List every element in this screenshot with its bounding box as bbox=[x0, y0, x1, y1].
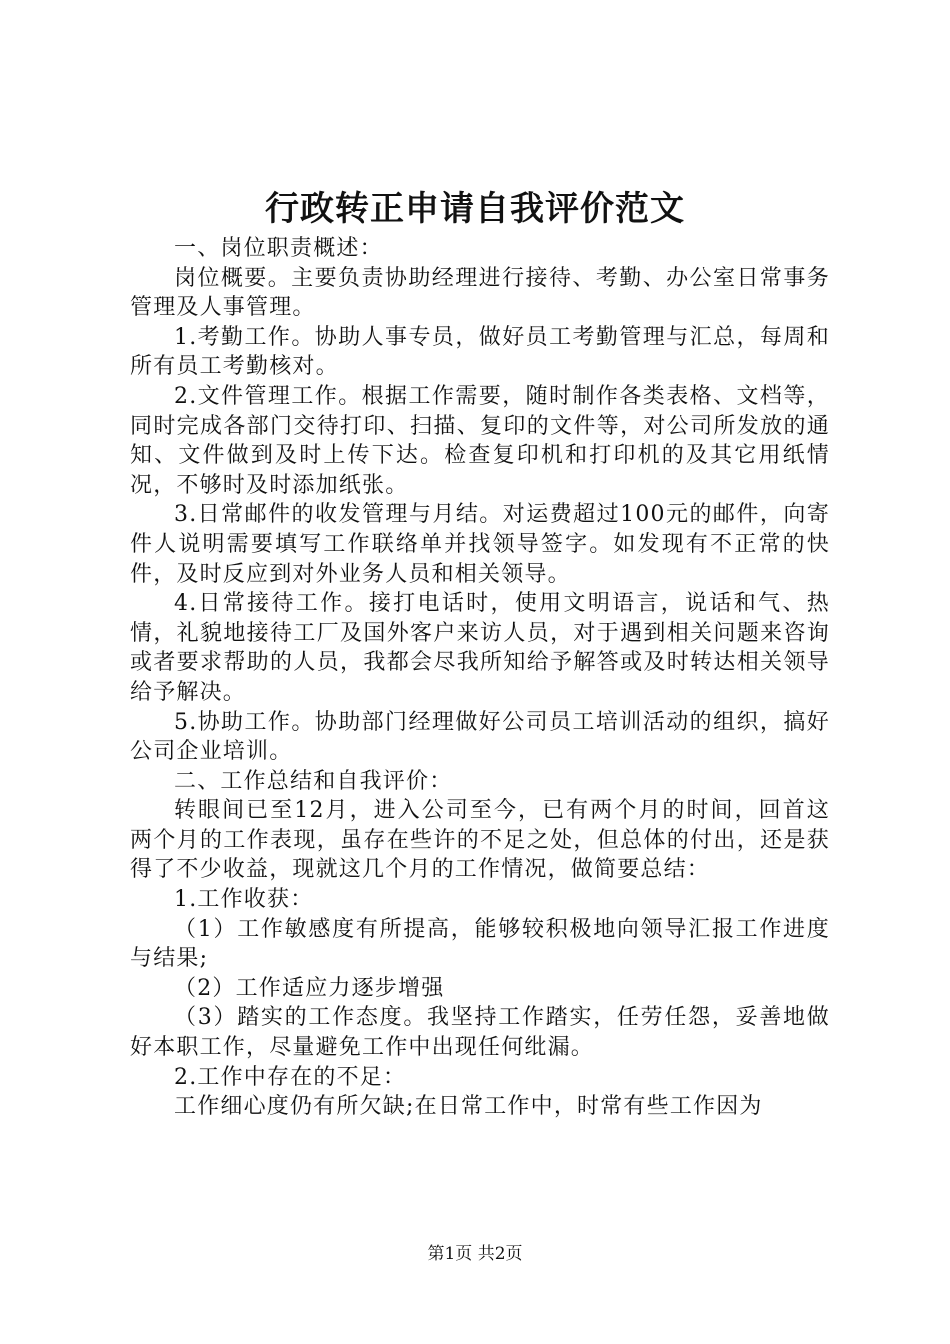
paragraph-gain-3: （3）踏实的工作态度。我坚持工作踏实，任劳任怨，妥善地做好本职工作，尽量避免工作中出现任何纰漏。 bbox=[130, 1005, 830, 1061]
paragraph-gain-2: （2）工作适应力逐步增强 bbox=[174, 975, 445, 1001]
document-body bbox=[130, 234, 830, 1122]
document-title: 行政转正申请自我评价范文 bbox=[265, 189, 685, 229]
paragraph-mail: 3.日常邮件的收发管理与月结。对运费超过100元的邮件，向寄件人说明需要填写工作联络单并找领导签字。如发现有不正常的快件，及时反应到对外业务人员和相关领导。 bbox=[130, 502, 830, 587]
page-footer: 第1页 共2页 bbox=[427, 1244, 523, 1264]
paragraph-attendance: 1.考勤工作。协助人事专员，做好员工考勤管理与汇总，每周和所有员工考勤核对。 bbox=[130, 324, 830, 380]
paragraph-shortcomings: 工作细心度仍有所欠缺;在日常工作中，时常有些工作因为 bbox=[174, 1094, 763, 1120]
paragraph-shortcomings-heading: 2.工作中存在的不足： bbox=[174, 1064, 407, 1090]
paragraph-gains-heading: 1.工作收获： bbox=[174, 887, 314, 913]
paragraph-job-summary: 岗位概要。主要负责协助经理进行接待、考勤、办公室日常事务管理及人事管理。 bbox=[130, 265, 830, 321]
paragraph-assistance: 5.协助工作。协助部门经理做好公司员工培训活动的组织，搞好公司企业培训。 bbox=[130, 709, 830, 765]
section-heading-1: 一、岗位职责概述： bbox=[174, 236, 383, 261]
paragraph-summary-intro: 转眼间已至12月，进入公司至今，已有两个月的时间，回首这两个月的工作表现，虽存在些许的不足之处，但总体的付出，还是获得了不少收益，现就这几个月的工作情况，做简要总结： bbox=[130, 798, 830, 883]
paragraph-reception: 4.日常接待工作。接打电话时，使用文明语言，说话和气、热情，礼貌地接待工厂及国外客户来访人员，对于遇到相关问题来咨询或者要求帮助的人员，我都会尽我所知给予解答或及时转达相关领导给予解决。 bbox=[130, 591, 830, 705]
section-heading-2: 二、工作总结和自我评价： bbox=[174, 768, 453, 794]
paragraph-gain-1: （1）工作敏感度有所提高，能够较积极地向领导汇报工作进度与结果; bbox=[130, 916, 830, 972]
paragraph-documents: 2.文件管理工作。根据工作需要，随时制作各类表格、文档等，同时完成各部门交待打印、扫描、复印的文件等，对公司所发放的通知、文件做到及时上传下达。检查复印机和打印机的及其它用纸情况，不够时及时添加纸张。 bbox=[130, 383, 830, 498]
